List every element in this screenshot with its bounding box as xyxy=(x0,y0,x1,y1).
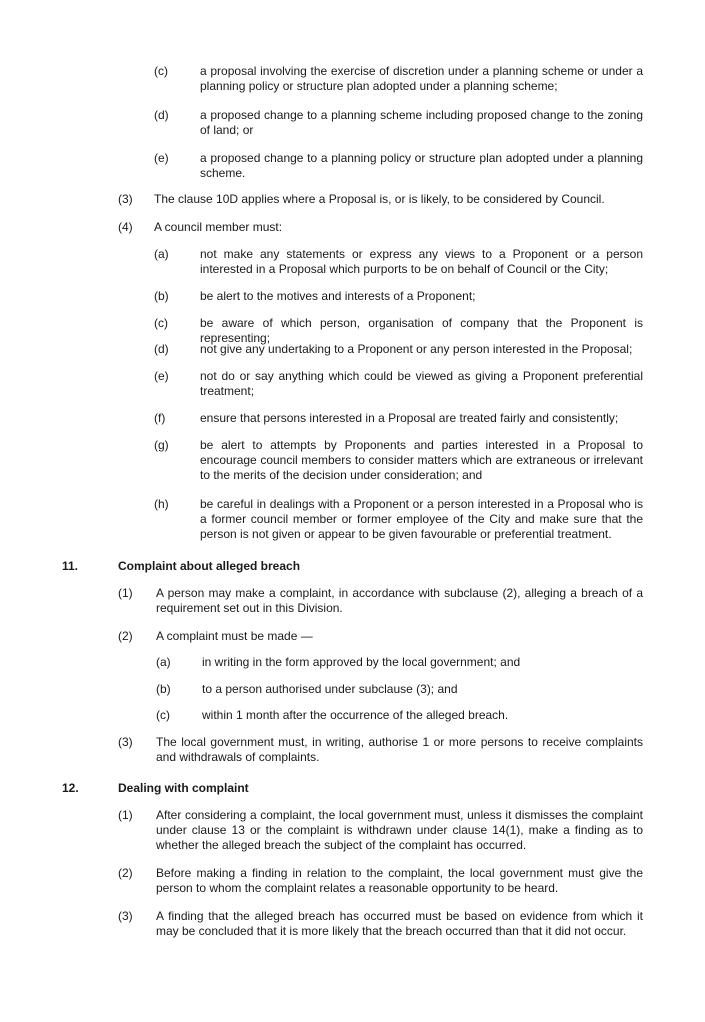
item-label: (d) xyxy=(154,342,169,356)
item-text: A finding that the alleged breach has occurred must be based on evidence from which it may be concluded that it is more likely that the breach occurred than that it did not occur. xyxy=(156,909,643,938)
item-text: be alert to attempts by Proponents and parties interested in a Proposal to encourage council members to consider matters which are extraneous or irrelevant to the merits of the decision under consideration; and xyxy=(200,438,643,482)
item-label: (2) xyxy=(118,629,133,643)
section-title: Dealing with complaint xyxy=(118,781,249,795)
item-label: (3) xyxy=(118,909,133,923)
item-text: to a person authorised under subclause (3); and xyxy=(202,682,458,696)
item-text: a proposed change to a planning scheme including proposed change to the zoning of land; or xyxy=(200,108,643,137)
item-label: (e) xyxy=(154,369,169,383)
item-text: The local government must, in writing, authorise 1 or more persons to receive complaints and withdrawals of complaints. xyxy=(156,735,643,764)
item-label: (c) xyxy=(156,708,170,722)
item-label: (4) xyxy=(118,220,133,234)
item-text: a proposal involving the exercise of discretion under a planning scheme or under a planning policy or structure plan adopted under a planning scheme; xyxy=(200,64,643,93)
item-label: (b) xyxy=(156,682,171,696)
item-label: (g) xyxy=(154,438,169,452)
item-text: A complaint must be made — xyxy=(156,629,313,643)
item-label: (c) xyxy=(154,316,168,330)
item-text: be careful in dealings with a Proponent or a person interested in a Proposal who is a former council member or former employee of the City and make sure that the person is not given or appear to be given favourable or preferential treatment. xyxy=(200,497,643,541)
item-label: (1) xyxy=(118,808,133,822)
item-label: (a) xyxy=(156,655,171,669)
item-label: (a) xyxy=(154,247,169,261)
item-text: be alert to the motives and interests of a Proponent; xyxy=(200,289,476,303)
item-label: (3) xyxy=(118,735,133,749)
section-number: 12. xyxy=(62,781,79,795)
item-label: (1) xyxy=(118,586,133,600)
section-title: Complaint about alleged breach xyxy=(118,559,301,573)
item-label: (e) xyxy=(154,151,169,165)
item-label: (b) xyxy=(154,289,169,303)
item-text: A council member must: xyxy=(154,220,283,234)
item-text: The clause 10D applies where a Proposal is, or is likely, to be considered by Council. xyxy=(154,192,605,206)
item-text: ensure that persons interested in a Proposal are treated fairly and consistently; xyxy=(200,411,619,425)
item-label: (h) xyxy=(154,497,169,511)
item-text: Before making a finding in relation to the complaint, the local government must give the person to whom the complaint relates a reasonable opportunity to be heard. xyxy=(156,866,643,895)
item-text: a proposed change to a planning policy or structure plan adopted under a planning scheme. xyxy=(200,151,643,180)
item-text: in writing in the form approved by the local government; and xyxy=(202,655,521,669)
item-label: (f) xyxy=(154,411,166,425)
item-text: A person may make a complaint, in accordance with subclause (2), alleging a breach of a requirement set out in this Division. xyxy=(156,586,643,615)
item-text: within 1 month after the occurrence of the alleged breach. xyxy=(202,708,509,722)
item-label: (3) xyxy=(118,192,133,206)
item-text: After considering a complaint, the local government must, unless it dismisses the complaint under clause 13 or the complaint is withdrawn under clause 14(1), make a finding as to whether the alleged breach the subject of the complaint has occurred. xyxy=(156,808,643,852)
item-label: (c) xyxy=(154,64,168,78)
item-text: not make any statements or express any views to a Proponent or a person interested in a Proposal which purports to be on behalf of Council or the City; xyxy=(200,247,643,276)
item-text: be aware of which person, organisation of company that the Proponent is representing; xyxy=(200,316,643,345)
item-text: not give any undertaking to a Proponent or any person interested in the Proposal; xyxy=(200,342,633,356)
item-label: (d) xyxy=(154,108,169,122)
item-label: (2) xyxy=(118,866,133,880)
item-text: not do or say anything which could be viewed as giving a Proponent preferential treatment; xyxy=(200,369,643,398)
section-number: 11. xyxy=(62,559,79,573)
